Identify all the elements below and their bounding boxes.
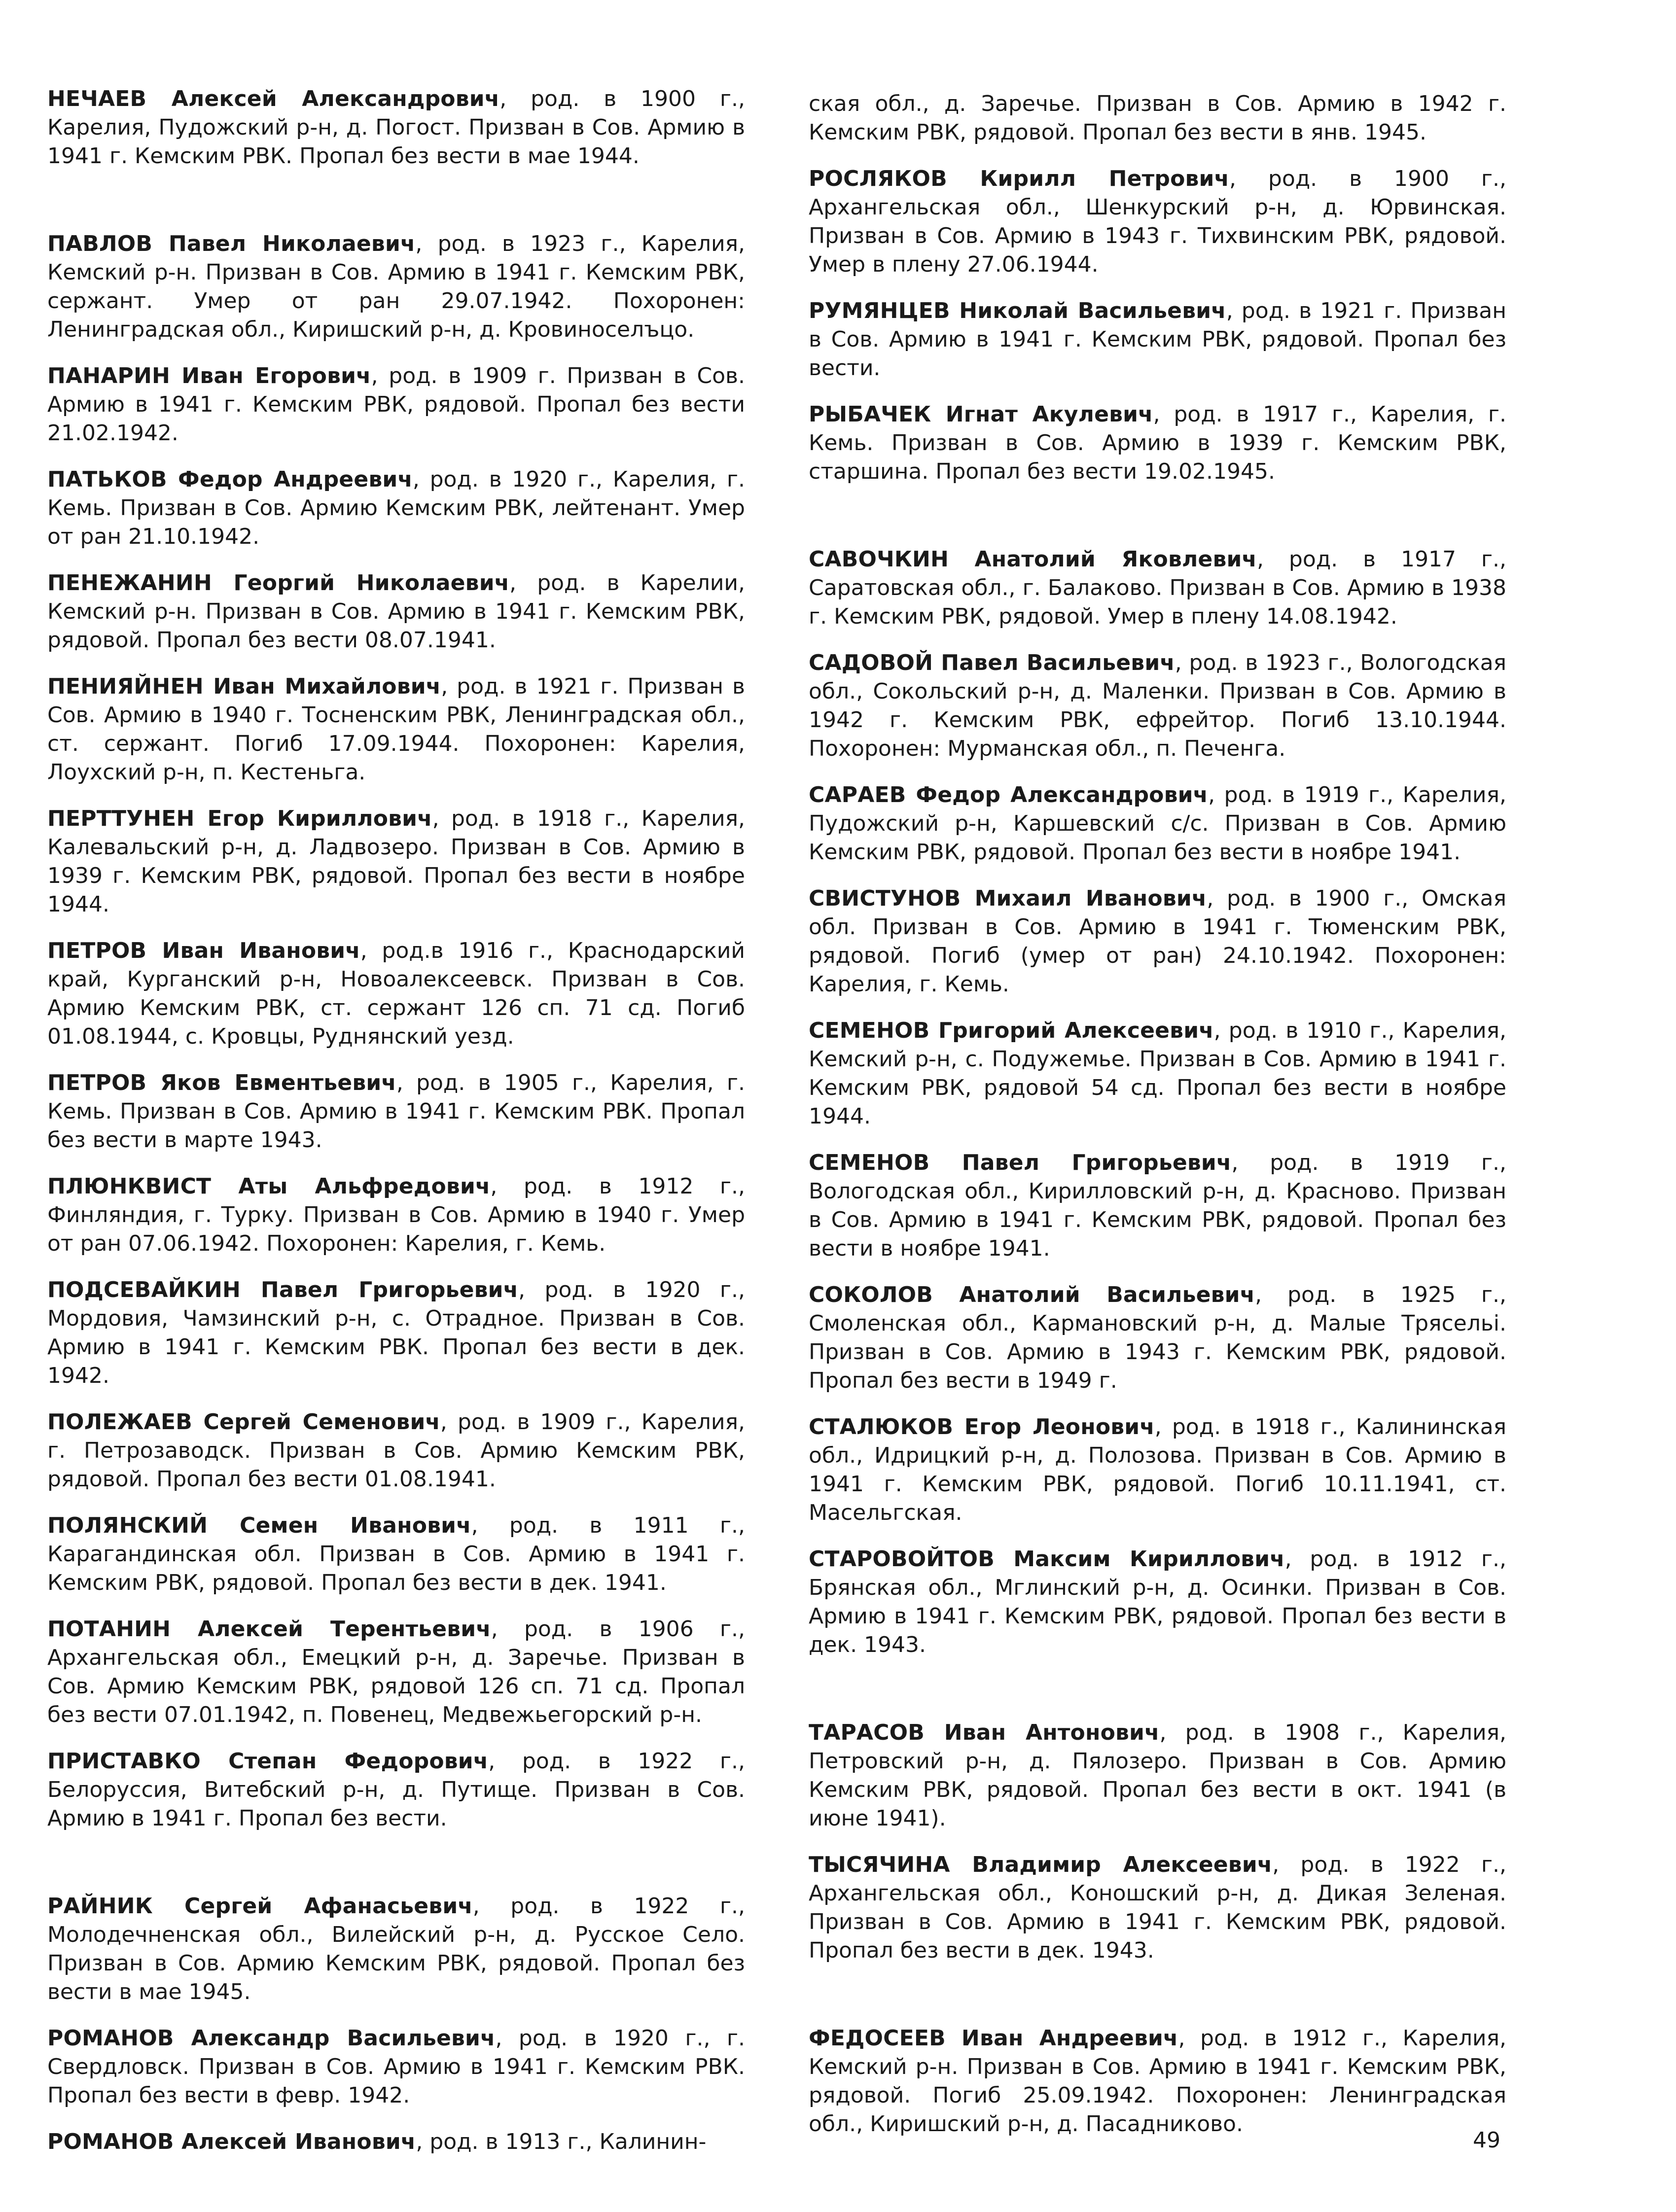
entry-romanov-continuation bbox=[809, 90, 1506, 147]
entry-text: , род.в 1916 г., Краснодарский край, Курганский р-н, Новоалексеевск. Призван в Сов. Армию Кемским РВК, ст. сержант 126 сп. 71 сд. Погиб 01.08.1944, с. Кровцы, Руднянский уезд. bbox=[47, 938, 745, 1049]
entry-text: , род. в 1920 г., Мордовия, Чамзинский р-н, с. Отрадное. Призван в Сов. Армию в 1941 г. Кемским РВК. Пропал без вести в дек. 1942. bbox=[47, 1277, 745, 1388]
entry-text: , род. в 1910 г., Карелия, Кемский р-н, с. Подужемье. Призван в Сов. Армию в 1941 г. Кемским РВК, рядовой 54 сд. Пропал без вести в ноябре 1944. bbox=[809, 1018, 1506, 1129]
entry-text: , род. в 1920 г., Карелия, г. Кемь. Призван в Сов. Армию Кемским РВК, лейтенант. Умер от ран 21.10.1942. bbox=[47, 467, 745, 549]
entry-sokolov bbox=[809, 1281, 1506, 1395]
entry-text: , род. в 1913 г., Калинин- bbox=[416, 2129, 707, 2154]
entry-peniyainen bbox=[47, 672, 745, 787]
entry-name: СВИСТУНОВ Михаил Иванович bbox=[809, 886, 1207, 911]
entry-text: , род. в 1905 г., Карелия, г. Кемь. Призван в Сов. Армию в 1941 г. Кемским РВК. Пропал без вести в марте 1943. bbox=[47, 1070, 745, 1153]
entry-tysyachina bbox=[809, 1851, 1506, 1965]
right-column bbox=[809, 90, 1506, 2156]
entry-text: , род. в 1906 г., Архангельская обл., Емецкий р-н, д. Заречье. Призван в Сов. Армию Кемским РВК, рядовой 126 сп. 71 сд. Пропал без вести 07.01.1942, п. Повенец, Медвежьегорский р-н. bbox=[47, 1616, 746, 1727]
entry-patkov bbox=[47, 465, 745, 551]
entry-rumyantsev bbox=[809, 297, 1506, 383]
entry-name: ПОТАНИН Алексей Терентьевич bbox=[47, 1616, 491, 1642]
entry-polyanskiy bbox=[47, 1511, 745, 1597]
entry-name: СЕМЕНОВ Павел Григорьевич bbox=[809, 1150, 1232, 1175]
entry-petrov-ivan bbox=[47, 937, 745, 1051]
entry-name: ПОЛЯНСКИЙ Семен Иванович bbox=[47, 1513, 471, 1538]
entry-name: РОМАНОВ Александр Васильевич bbox=[47, 2026, 496, 2051]
entry-text: , род. в Карелии, Кемский р-н. Призван в Сов. Армию в 1941 г. Кемским РВК, рядовой. Пропал без вести 08.07.1941. bbox=[47, 570, 745, 653]
entry-text: , род. в 1917 г., Карелия, г. Кемь. Призван в Сов. Армию в 1939 г. Кемским РВК, старшина. Пропал без вести 19.02.1945. bbox=[809, 402, 1507, 484]
page-number: 49 bbox=[1473, 2128, 1500, 2153]
entry-text: , род. в 1920 г., г. Свердловск. Призван в Сов. Армию в 1941 г. Кемским РВК. Пропал без вести в февр. 1942. bbox=[47, 2026, 745, 2108]
entry-text: , род. в 1921 г. Призван в Сов. Армию в 1941 г. Кемским РВК, рядовой. Пропал без вести. bbox=[809, 298, 1506, 381]
entry-name: РЫБАЧЕК Игнат Акулевич bbox=[809, 402, 1153, 427]
entry-text: , род. в 1900 г., Омская обл. Призван в Сов. Армию в 1941 г. Тюменским РВК, рядовой. Погиб (умер от ран) 24.10.1942. Похоронен: Карелия, г. Кемь. bbox=[809, 886, 1506, 997]
entry-name: ПРИСТАВКО Степан Федорович bbox=[47, 1749, 489, 1774]
entry-text: , род. в 1908 г., Карелия, Петровский р-н, д. Пялозеро. Призван в Сов. Армию Кемским РВК, рядовой. Пропал без вести в окт. 1941 (в июне 1941). bbox=[809, 1720, 1506, 1831]
entry-text: , род. в 1900 г., Архангельская обл., Шенкурский р-н, д. Юрвинская. Призван в Сов. Армию в 1943 г. Тихвинским РВК, рядовой. Умер в плену 27.06.1944. bbox=[809, 166, 1507, 277]
entry-name: ФЕДОСЕЕВ Иван Андреевич bbox=[809, 2026, 1178, 2051]
entry-plyunkvist bbox=[47, 1172, 745, 1258]
entry-name: СОКОЛОВ Анатолий Васильевич bbox=[809, 1282, 1255, 1307]
entry-text: , род. в 1922 г., Молодечненская обл., Вилейский р-н, д. Русское Село. Призван в Сов. Армию Кемским РВК, рядовой. Пропал без вести в мае 1945. bbox=[47, 1894, 745, 2004]
entry-pavlov bbox=[47, 230, 745, 344]
entry-text: , род. в 1912 г., Финляндия, г. Турку. Призван в Сов. Армию в 1940 г. Умер от ран 07.06.1942. Похоронен: Карелия, г. Кемь. bbox=[47, 1174, 745, 1256]
entry-semenov-grigoriy bbox=[809, 1017, 1506, 1131]
entry-rainik bbox=[47, 1892, 745, 2006]
entry-text: , род. в 1911 г., Карагандинская обл. Призван в Сов. Армию в 1941 г. Кемским РВК, рядовой. Пропал без вести в дек. 1941. bbox=[47, 1513, 745, 1595]
entry-sadovoy bbox=[809, 649, 1506, 763]
entry-text: , род. в 1912 г., Брянская обл., Мглинский р-н, д. Осинки. Призван в Сов. Армию в 1941 г. Кемским РВК, рядовой. Пропал без вести в дек. 1943. bbox=[809, 1546, 1506, 1657]
entry-romanov-aleksandr bbox=[47, 2024, 745, 2110]
entry-text: , род. в 1923 г., Карелия, Кемский р-н. Призван в Сов. Армию в 1941 г. Кемским РВК, сержант. Умер от ран 29.07.1942. Похоронен: Ленинградская обл., Киришский р-н, д. Кровиноселъцо. bbox=[47, 231, 745, 342]
entry-name: ПЛЮНКВИСТ Аты Альфредович bbox=[47, 1174, 491, 1199]
entry-name: ПЕНЕЖАНИН Георгий Николаевич bbox=[47, 570, 510, 596]
entry-name: САДОВОЙ Павел Васильевич bbox=[809, 650, 1175, 675]
entry-text: , род. в 1909 г., Карелия, г. Петрозаводск. Призван в Сов. Армию Кемским РВК, рядовой. Пропал без вести 01.08.1941. bbox=[47, 1409, 745, 1492]
entry-romanov-aleksey bbox=[47, 2128, 745, 2156]
entry-tarasov bbox=[809, 1719, 1506, 1833]
entry-text: , род. в 1909 г. Призван в Сов. Армию в 1941 г. Кемским РВК, рядовой. Пропал без вести 21.02.1942. bbox=[47, 363, 745, 446]
entry-name: СТАЛЮКОВ Егор Леонович bbox=[809, 1414, 1155, 1440]
entry-name: ПЕНИЯЙНЕН Иван Михайлович bbox=[47, 674, 441, 699]
entry-fedoseev bbox=[809, 2024, 1506, 2139]
entry-name: ТЫСЯЧИНА Владимир Алексеевич bbox=[809, 1852, 1273, 1877]
entry-penezhanin bbox=[47, 569, 745, 655]
entry-name: РУМЯНЦЕВ Николай Васильевич bbox=[809, 298, 1226, 323]
entry-name: СТАРОВОЙТОВ Максим Кириллович bbox=[809, 1546, 1285, 1572]
entry-text: , род. в 1900 г., Карелия, Пудожский р-н, д. Погост. Призван в Сов. Армию в 1941 г. Кемским РВК. Пропал без вести в мае 1944. bbox=[47, 86, 746, 169]
entry-name: ПЕТРОВ Яков Евментьевич bbox=[47, 1070, 396, 1095]
entry-svistunov bbox=[809, 884, 1506, 999]
entry-name: ПОДСЕВАЙКИН Павел Григорьевич bbox=[47, 1277, 519, 1302]
entry-name: СЕМЕНОВ Григорий Алексеевич bbox=[809, 1018, 1214, 1043]
entry-perttunen bbox=[47, 805, 745, 919]
entry-text: , род. в 1912 г., Карелия, Кемский р-н. Призван в Сов. Армию в 1941 г. Кемским РВК, рядовой. Погиб 25.09.1942. Похоронен: Ленинградская обл., Киришский р-н, д. Пасадниково. bbox=[809, 2026, 1506, 2137]
entry-text: , род. в 1925 г., Смоленская обл., Кармановский р-н, д. Малые Трясельі. Призван в Сов. Армию в 1943 г. Кемским РВК, рядовой. Пропал без вести в 1949 г. bbox=[809, 1282, 1507, 1393]
entry-name: САВОЧКИН Анатолий Яковлевич bbox=[809, 547, 1257, 572]
entry-name: ТАРАСОВ Иван Антонович bbox=[809, 1720, 1160, 1745]
entry-name: РОСЛЯКОВ Кирилл Петрович bbox=[809, 166, 1229, 191]
entry-semenov-pavel bbox=[809, 1149, 1506, 1263]
entry-nechaev bbox=[47, 85, 745, 171]
entry-name: ПЕТРОВ Иван Иванович bbox=[47, 938, 360, 963]
entry-name: НЕЧАЕВ Алексей Александрович bbox=[47, 86, 500, 111]
entry-savochkin bbox=[809, 545, 1506, 631]
entry-starovoytov bbox=[809, 1545, 1506, 1659]
entry-text: , род. в 1918 г., Калининская обл., Идрицкий р-н, д. Полозова. Призван в Сов. Армию в 1941 г. Кемским РВК, рядовой. Погиб 10.11.1941, ст. Масельгская. bbox=[809, 1414, 1506, 1525]
entry-text: ская обл., д. Заречье. Призван в Сов. Армию в 1942 г. Кемским РВК, рядовой. Пропал без вести в янв. 1945. bbox=[809, 91, 1506, 145]
entry-name: ПЕРТТУНЕН Егор Кириллович bbox=[47, 806, 432, 831]
entry-name: ПАТЬКОВ Федор Андреевич bbox=[47, 467, 413, 492]
entry-roslyakov bbox=[809, 165, 1506, 279]
entry-rybachek bbox=[809, 400, 1506, 486]
entry-text: , род. в 1919 г., Вологодская обл., Кирилловский р-н, д. Красново. Призван в Сов. Армию в 1941 г. Кемским РВК, рядовой. Пропал без вести в ноябре 1941. bbox=[809, 1150, 1507, 1261]
entry-text: , род. в 1921 г. Призван в Сов. Армию в 1940 г. Тосненским РВК, Ленинградская обл., ст. сержант. Погиб 17.09.1944. Похоронен: Карелия, Лоухский р-н, п. Кестеньга. bbox=[47, 674, 745, 785]
entry-text: , род. в 1922 г., Белоруссия, Витебский р-н, д. Путище. Призван в Сов. Армию в 1941 г. Пропал без вести. bbox=[47, 1749, 745, 1831]
entry-petrov-yakov bbox=[47, 1069, 745, 1155]
entry-stalyukov bbox=[809, 1413, 1506, 1527]
entry-text: , род. в 1919 г., Карелия, Пудожский р-н, Каршевский с/с. Призван в Сов. Армию Кемским РВК, рядовой. Пропал без вести в ноябре 1941. bbox=[809, 782, 1506, 865]
entry-text: , род. в 1923 г., Вологодская обл., Сокольский р-н, д. Маленки. Призван в Сов. Армию в 1942 г. Кемским РВК, ефрейтор. Погиб 13.10.1944. Похоронен: Мурманская обл., п. Печенга. bbox=[809, 650, 1506, 761]
entry-polezhaev bbox=[47, 1408, 745, 1494]
entry-name: ПОЛЕЖАЕВ Сергей Семенович bbox=[47, 1409, 440, 1435]
entry-panarin bbox=[47, 362, 745, 448]
entry-text: , род. в 1922 г., Архангельская обл., Коношский р-н, д. Дикая Зеленая. Призван в Сов. Армию в 1941 г. Кемским РВК, рядовой. Пропал без вести в дек. 1943. bbox=[809, 1852, 1506, 1963]
entry-potanin bbox=[47, 1615, 745, 1729]
entry-name: САРАЕВ Федор Александрович bbox=[809, 782, 1209, 808]
left-column bbox=[47, 85, 745, 2174]
entry-text: , род. в 1918 г., Карелия, Калевальский р-н, д. Ладвозеро. Призван в Сов. Армию в 1939 г. Кемским РВК, рядовой. Пропал без вести в ноябре 1944. bbox=[47, 806, 745, 917]
entry-saraev bbox=[809, 781, 1506, 867]
entry-name: ПАВЛОВ Павел Николаевич bbox=[47, 231, 416, 256]
entry-name: ПАНАРИН Иван Егорович bbox=[47, 363, 371, 388]
entry-name: РОМАНОВ Алексей Иванович bbox=[47, 2129, 416, 2154]
entry-podsevaikin bbox=[47, 1276, 745, 1390]
entry-pristavko bbox=[47, 1747, 745, 1833]
entry-name: РАЙНИК Сергей Афанасьевич bbox=[47, 1894, 473, 1919]
entry-text: , род. в 1917 г., Саратовская обл., г. Балаково. Призван в Сов. Армию в 1938 г. Кемским РВК, рядовой. Умер в плену 14.08.1942. bbox=[809, 547, 1506, 629]
